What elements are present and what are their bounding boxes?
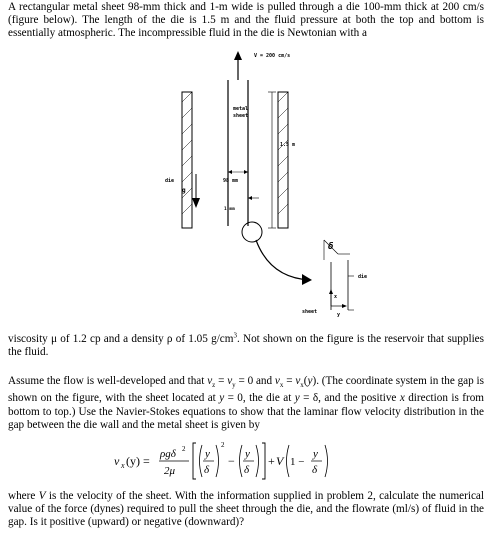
question-q2: V — [38, 490, 46, 502]
die-figure — [160, 48, 400, 328]
assumption-a14: y — [294, 392, 300, 405]
y-axis-label: y — [337, 312, 341, 318]
assumption-a11: ). (The coordinate system in the gap is shown on the figure, with the sheet located at — [8, 375, 485, 405]
eq-denominator: 2μ — [164, 465, 176, 477]
eq-lhs-sub: x — [121, 461, 125, 470]
x-axis-label: x — [334, 294, 338, 300]
die-left-hatch — [182, 92, 192, 214]
eq-V: V — [276, 454, 284, 468]
assumption-a4s: y — [232, 381, 236, 390]
assumption-a13: = 0, the die at — [224, 392, 295, 405]
eq-plus: + — [268, 454, 275, 468]
detail-circle — [242, 222, 262, 242]
metal-label-1: metal — [233, 106, 249, 112]
assumption-a16: x — [399, 392, 405, 405]
assumption-a4: v — [227, 375, 233, 387]
die-right-hatch — [278, 92, 288, 214]
assumption-a2: v — [207, 375, 213, 387]
assumption-a5: = 0 and — [235, 375, 275, 387]
assumption-a17: direction is from bottom to top.) Use the Navier-Stokes equations to show that the laminar flow velocity distribution in the gap between the die wall and the metal sheet is given by — [8, 392, 484, 431]
assumption-a6: v — [274, 375, 280, 387]
eq-d1: δ — [204, 464, 210, 476]
eq-paren2-left — [240, 445, 243, 477]
sheet-exit-curve — [256, 240, 310, 280]
viscosity-text — [8, 333, 484, 359]
assumption-a12: y — [219, 392, 225, 405]
metal-label-2: sheet — [233, 113, 249, 119]
assumption-a15: = δ, and the positive — [299, 392, 400, 405]
gravity-arrow-head — [192, 198, 200, 208]
assumption-a10: y — [307, 375, 313, 387]
assumption-a2s: z — [212, 381, 216, 390]
question-text — [8, 490, 484, 530]
eq-paren1-right — [216, 445, 219, 477]
eq-numerator: ρgδ — [160, 448, 176, 460]
die-right-block — [278, 92, 288, 228]
g-label: g — [182, 187, 186, 194]
assumption-a1: Assume the flow is well-developed and that — [8, 375, 208, 387]
eq-y1: y — [205, 448, 210, 460]
velocity-label: V = 200 cm/s — [254, 53, 291, 59]
assumption-a6s: x — [279, 381, 284, 390]
eq-lhs: v — [114, 454, 120, 468]
eq-exp2: 2 — [221, 441, 225, 449]
eq-paren1-left — [200, 445, 203, 477]
assumption-text — [8, 375, 484, 432]
inset-die-label: die — [358, 274, 368, 280]
eq-d3: δ — [312, 464, 318, 476]
question-q1: where — [8, 490, 39, 502]
eq-num-exp: 2 — [182, 445, 186, 453]
velocity-equation — [110, 437, 340, 487]
die-label-left: die — [165, 178, 175, 184]
problem-intro: A rectangular metal sheet 98-mm thick and 1-m wide is pulled through a die 100-mm thick at 200 cm/s (figure below). The length of the die is 1.5 m and the fluid pressure at both the top and bottom is essentially atmospheric. The incompressible fluid in the die is Newtonian with a — [8, 1, 484, 40]
die-left-block — [182, 92, 192, 228]
eq-y2: y — [245, 448, 250, 460]
eq-one-minus: 1 − — [290, 456, 305, 468]
sheet-label: sheet — [302, 309, 318, 315]
assumption-a8s: x — [300, 381, 304, 390]
assumption-a9: ( — [303, 375, 308, 387]
eq-paren2-right — [256, 445, 259, 477]
assumption-a7: = — [283, 375, 296, 387]
question-q3: is the velocity of the sheet. With the information supplied in problem 2, calculate the numerical value of the force (dynes) required to pull the sheet through the die, and the flowrate (ml/s) of fluid in the gap. Is it positive (upward) or negative (downward)? — [8, 490, 484, 529]
viscosity-part2: . Not shown on the figure is the reservoir that supplies the fluid. — [8, 333, 484, 359]
velocity-arrow-head — [234, 51, 242, 60]
density-exponent: 3 — [233, 331, 237, 340]
eq-paren3-left — [287, 445, 290, 477]
eq-bracket-left — [193, 443, 196, 479]
assumption-a3: = — [215, 375, 228, 387]
viscosity-part1: viscosity μ of 1.2 cp and a density ρ of 1.05 g/cm — [8, 333, 234, 345]
gap-label: 98 mm — [223, 178, 239, 184]
eq-y3: y — [313, 448, 318, 460]
eq-d2: δ — [244, 464, 250, 476]
assumption-a8: v — [295, 375, 301, 387]
eq-minus: − — [228, 454, 235, 468]
eq-paren3-right — [325, 445, 328, 477]
delta-label: δ — [328, 242, 334, 252]
length-label: 1.5 m — [280, 142, 296, 148]
one-mm-label: 1 mm — [224, 207, 235, 212]
eq-lhs-arg: (y) = — [126, 454, 150, 468]
eq-bracket-right — [262, 443, 265, 479]
